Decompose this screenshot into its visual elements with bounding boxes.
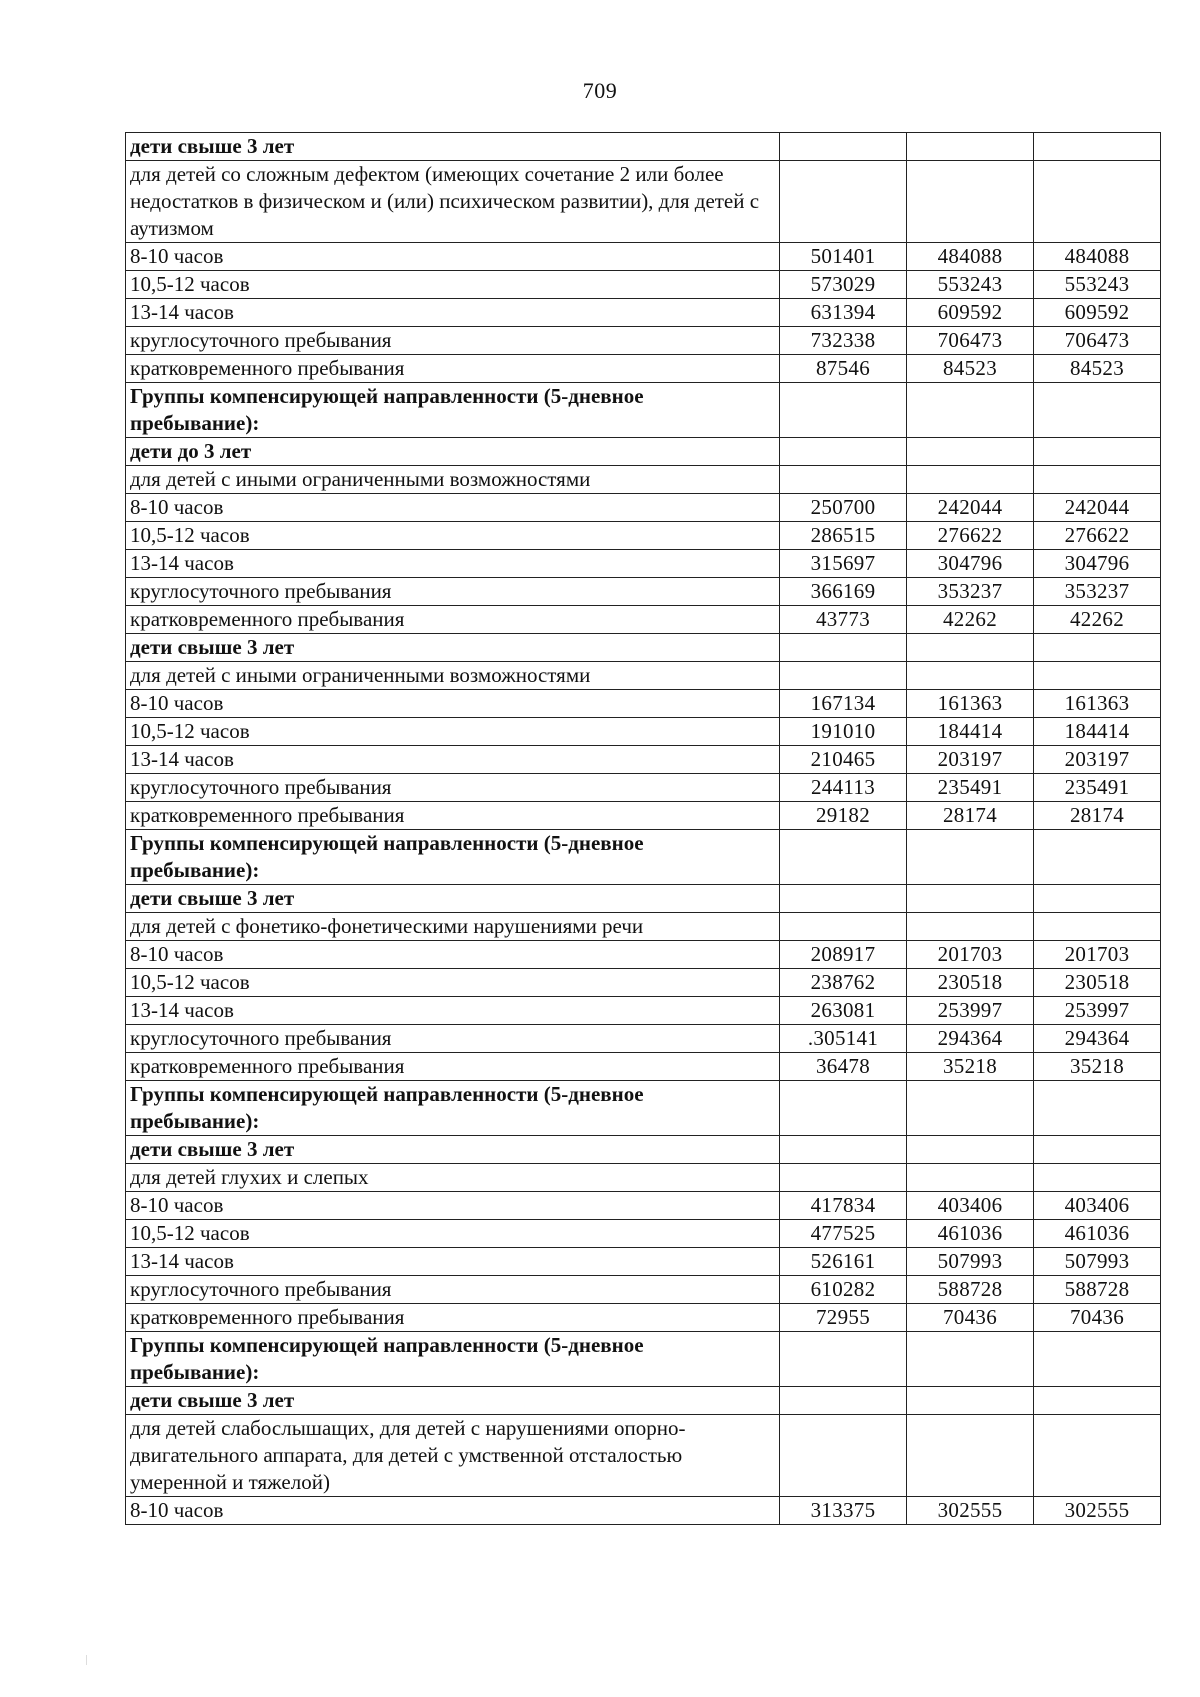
tariff-table bbox=[125, 132, 1161, 1525]
value-cell-col-3: 28174 bbox=[1034, 802, 1161, 830]
table-row bbox=[126, 802, 1161, 830]
row-label-cell: 8-10 часов bbox=[126, 494, 780, 522]
row-label-cell: 10,5-12 часов bbox=[126, 969, 780, 997]
row-label-cell: для детей глухих и слепых bbox=[126, 1164, 780, 1192]
value-cell-col-1 bbox=[780, 1387, 907, 1415]
row-label-cell: круглосуточного пребывания bbox=[126, 327, 780, 355]
value-cell-col-3 bbox=[1034, 1415, 1161, 1497]
value-cell-col-1 bbox=[780, 885, 907, 913]
table-row bbox=[126, 550, 1161, 578]
value-cell-col-2: 70436 bbox=[907, 1304, 1034, 1332]
table-row bbox=[126, 522, 1161, 550]
value-cell-col-2: 35218 bbox=[907, 1053, 1034, 1081]
value-cell-col-1: 315697 bbox=[780, 550, 907, 578]
table-section-row bbox=[126, 1081, 1161, 1136]
value-cell-col-1: 250700 bbox=[780, 494, 907, 522]
value-cell-col-3 bbox=[1034, 383, 1161, 438]
table-row bbox=[126, 941, 1161, 969]
value-cell-col-2 bbox=[907, 133, 1034, 161]
value-cell-col-3: 235491 bbox=[1034, 774, 1161, 802]
value-cell-col-2: 203197 bbox=[907, 746, 1034, 774]
value-cell-col-1 bbox=[780, 466, 907, 494]
value-cell-col-1: 477525 bbox=[780, 1220, 907, 1248]
value-cell-col-2: 553243 bbox=[907, 271, 1034, 299]
value-cell-col-2 bbox=[907, 885, 1034, 913]
value-cell-col-1: 610282 bbox=[780, 1276, 907, 1304]
table-section-row bbox=[126, 830, 1161, 885]
table-row bbox=[126, 494, 1161, 522]
value-cell-col-3 bbox=[1034, 438, 1161, 466]
value-cell-col-3: 70436 bbox=[1034, 1304, 1161, 1332]
value-cell-col-2: 84523 bbox=[907, 355, 1034, 383]
table-row bbox=[126, 1304, 1161, 1332]
value-cell-col-1: 263081 bbox=[780, 997, 907, 1025]
value-cell-col-3: 507993 bbox=[1034, 1248, 1161, 1276]
value-cell-col-3 bbox=[1034, 1081, 1161, 1136]
value-cell-col-2: 403406 bbox=[907, 1192, 1034, 1220]
row-label-cell: дети до 3 лет bbox=[126, 438, 780, 466]
row-label-cell: круглосуточного пребывания bbox=[126, 1025, 780, 1053]
value-cell-col-2: 201703 bbox=[907, 941, 1034, 969]
value-cell-col-1: 573029 bbox=[780, 271, 907, 299]
value-cell-col-1: 366169 bbox=[780, 578, 907, 606]
table-section-row bbox=[126, 133, 1161, 161]
value-cell-col-3: 203197 bbox=[1034, 746, 1161, 774]
row-label-cell: дети свыше 3 лет bbox=[126, 133, 780, 161]
value-cell-col-2 bbox=[907, 913, 1034, 941]
value-cell-col-2 bbox=[907, 438, 1034, 466]
value-cell-col-2 bbox=[907, 1164, 1034, 1192]
row-label-cell: для детей с иными ограниченными возможностями bbox=[126, 466, 780, 494]
value-cell-col-3 bbox=[1034, 1136, 1161, 1164]
table-row bbox=[126, 690, 1161, 718]
value-cell-col-3: 553243 bbox=[1034, 271, 1161, 299]
value-cell-col-2: 304796 bbox=[907, 550, 1034, 578]
table-row bbox=[126, 327, 1161, 355]
table-section-row bbox=[126, 634, 1161, 662]
table-row bbox=[126, 578, 1161, 606]
table-row bbox=[126, 606, 1161, 634]
value-cell-col-2 bbox=[907, 1415, 1034, 1497]
row-label-cell: 10,5-12 часов bbox=[126, 271, 780, 299]
value-cell-col-1 bbox=[780, 1081, 907, 1136]
value-cell-col-3: 588728 bbox=[1034, 1276, 1161, 1304]
value-cell-col-3 bbox=[1034, 1164, 1161, 1192]
value-cell-col-2: 484088 bbox=[907, 243, 1034, 271]
table-row bbox=[126, 355, 1161, 383]
value-cell-col-1: 29182 bbox=[780, 802, 907, 830]
row-label-cell: кратковременного пребывания bbox=[126, 802, 780, 830]
value-cell-col-3: 302555 bbox=[1034, 1497, 1161, 1525]
value-cell-col-1: 501401 bbox=[780, 243, 907, 271]
value-cell-col-3: 242044 bbox=[1034, 494, 1161, 522]
value-cell-col-3: 461036 bbox=[1034, 1220, 1161, 1248]
row-label-cell: 8-10 часов bbox=[126, 690, 780, 718]
value-cell-col-2 bbox=[907, 634, 1034, 662]
value-cell-col-3: 184414 bbox=[1034, 718, 1161, 746]
value-cell-col-1 bbox=[780, 830, 907, 885]
value-cell-col-1: 238762 bbox=[780, 969, 907, 997]
value-cell-col-2 bbox=[907, 1081, 1034, 1136]
value-cell-col-2: 28174 bbox=[907, 802, 1034, 830]
value-cell-col-1 bbox=[780, 1332, 907, 1387]
value-cell-col-1 bbox=[780, 1164, 907, 1192]
row-label-cell: 8-10 часов bbox=[126, 1497, 780, 1525]
table-row bbox=[126, 161, 1161, 243]
value-cell-col-2: 588728 bbox=[907, 1276, 1034, 1304]
row-label-cell: Группы компенсирующей направленности (5-дневное пребывание): bbox=[126, 383, 780, 438]
table-section-row bbox=[126, 885, 1161, 913]
row-label-cell: 13-14 часов bbox=[126, 299, 780, 327]
value-cell-col-2: 609592 bbox=[907, 299, 1034, 327]
row-label-cell: 10,5-12 часов bbox=[126, 1220, 780, 1248]
value-cell-col-1 bbox=[780, 662, 907, 690]
value-cell-col-1: 36478 bbox=[780, 1053, 907, 1081]
value-cell-col-1 bbox=[780, 133, 907, 161]
value-cell-col-1: 732338 bbox=[780, 327, 907, 355]
value-cell-col-2 bbox=[907, 1387, 1034, 1415]
value-cell-col-3: 609592 bbox=[1034, 299, 1161, 327]
row-label-cell: 13-14 часов bbox=[126, 550, 780, 578]
table-row bbox=[126, 746, 1161, 774]
table-row bbox=[126, 718, 1161, 746]
value-cell-col-3: 84523 bbox=[1034, 355, 1161, 383]
value-cell-col-2 bbox=[907, 383, 1034, 438]
table-row bbox=[126, 1276, 1161, 1304]
value-cell-col-3: 403406 bbox=[1034, 1192, 1161, 1220]
value-cell-col-1 bbox=[780, 161, 907, 243]
table-row bbox=[126, 997, 1161, 1025]
value-cell-col-2 bbox=[907, 161, 1034, 243]
value-cell-col-2: 161363 bbox=[907, 690, 1034, 718]
value-cell-col-1 bbox=[780, 1136, 907, 1164]
value-cell-col-3 bbox=[1034, 634, 1161, 662]
value-cell-col-3 bbox=[1034, 913, 1161, 941]
value-cell-col-2 bbox=[907, 662, 1034, 690]
row-label-cell: Группы компенсирующей направленности (5-дневное пребывание): bbox=[126, 830, 780, 885]
value-cell-col-3: 201703 bbox=[1034, 941, 1161, 969]
table-section-row bbox=[126, 383, 1161, 438]
value-cell-col-3: 230518 bbox=[1034, 969, 1161, 997]
value-cell-col-3: 42262 bbox=[1034, 606, 1161, 634]
value-cell-col-2 bbox=[907, 466, 1034, 494]
value-cell-col-3: 35218 bbox=[1034, 1053, 1161, 1081]
table-row bbox=[126, 1164, 1161, 1192]
row-label-cell: 13-14 часов bbox=[126, 746, 780, 774]
value-cell-col-2 bbox=[907, 1332, 1034, 1387]
value-cell-col-1 bbox=[780, 634, 907, 662]
row-label-cell: кратковременного пребывания bbox=[126, 606, 780, 634]
value-cell-col-1: 526161 bbox=[780, 1248, 907, 1276]
row-label-cell: для детей со сложным дефектом (имеющих сочетание 2 или более недостатков в физическом и (или) психическом развитии), для детей с аутизмом bbox=[126, 161, 780, 243]
value-cell-col-2: 230518 bbox=[907, 969, 1034, 997]
value-cell-col-3 bbox=[1034, 1332, 1161, 1387]
value-cell-col-2: 253997 bbox=[907, 997, 1034, 1025]
value-cell-col-3 bbox=[1034, 1387, 1161, 1415]
table-row bbox=[126, 662, 1161, 690]
value-cell-col-1: 72955 bbox=[780, 1304, 907, 1332]
value-cell-col-3 bbox=[1034, 161, 1161, 243]
value-cell-col-3 bbox=[1034, 466, 1161, 494]
row-label-cell: кратковременного пребывания bbox=[126, 1053, 780, 1081]
row-label-cell: 13-14 часов bbox=[126, 1248, 780, 1276]
tariff-table-body bbox=[126, 133, 1161, 1525]
value-cell-col-3 bbox=[1034, 885, 1161, 913]
row-label-cell: для детей с иными ограниченными возможностями bbox=[126, 662, 780, 690]
value-cell-col-1 bbox=[780, 913, 907, 941]
row-label-cell: кратковременного пребывания bbox=[126, 355, 780, 383]
row-label-cell: для детей слабослышащих, для детей с нарушениями опорно-двигательного аппарата, для детей с умственной отсталостью умеренной и тяжелой) bbox=[126, 1415, 780, 1497]
row-label-cell: дети свыше 3 лет bbox=[126, 1136, 780, 1164]
value-cell-col-2 bbox=[907, 1136, 1034, 1164]
value-cell-col-1: 208917 bbox=[780, 941, 907, 969]
value-cell-col-3: 161363 bbox=[1034, 690, 1161, 718]
value-cell-col-2: 42262 bbox=[907, 606, 1034, 634]
value-cell-col-2: 184414 bbox=[907, 718, 1034, 746]
row-label-cell: 13-14 часов bbox=[126, 997, 780, 1025]
row-label-cell: круглосуточного пребывания bbox=[126, 1276, 780, 1304]
value-cell-col-1: 417834 bbox=[780, 1192, 907, 1220]
value-cell-col-2: 507993 bbox=[907, 1248, 1034, 1276]
value-cell-col-3: 353237 bbox=[1034, 578, 1161, 606]
row-label-cell: дети свыше 3 лет bbox=[126, 634, 780, 662]
value-cell-col-1: 210465 bbox=[780, 746, 907, 774]
value-cell-col-1: 43773 bbox=[780, 606, 907, 634]
value-cell-col-1: 87546 bbox=[780, 355, 907, 383]
value-cell-col-2: 276622 bbox=[907, 522, 1034, 550]
value-cell-col-3: 706473 bbox=[1034, 327, 1161, 355]
value-cell-col-1 bbox=[780, 383, 907, 438]
row-label-cell: дети свыше 3 лет bbox=[126, 1387, 780, 1415]
value-cell-col-1 bbox=[780, 438, 907, 466]
table-row bbox=[126, 1497, 1161, 1525]
value-cell-col-2: 461036 bbox=[907, 1220, 1034, 1248]
value-cell-col-2: 294364 bbox=[907, 1025, 1034, 1053]
value-cell-col-1: 244113 bbox=[780, 774, 907, 802]
value-cell-col-3: 276622 bbox=[1034, 522, 1161, 550]
table-section-row bbox=[126, 1387, 1161, 1415]
row-label-cell: 10,5-12 часов bbox=[126, 718, 780, 746]
row-label-cell: круглосуточного пребывания bbox=[126, 578, 780, 606]
table-section-row bbox=[126, 438, 1161, 466]
row-label-cell: 10,5-12 часов bbox=[126, 522, 780, 550]
value-cell-col-1: .305141 bbox=[780, 1025, 907, 1053]
table-row bbox=[126, 913, 1161, 941]
value-cell-col-2: 706473 bbox=[907, 327, 1034, 355]
value-cell-col-1: 191010 bbox=[780, 718, 907, 746]
row-label-cell: дети свыше 3 лет bbox=[126, 885, 780, 913]
value-cell-col-1: 313375 bbox=[780, 1497, 907, 1525]
value-cell-col-1: 167134 bbox=[780, 690, 907, 718]
value-cell-col-2 bbox=[907, 830, 1034, 885]
table-row bbox=[126, 774, 1161, 802]
table-row bbox=[126, 299, 1161, 327]
table-section-row bbox=[126, 1136, 1161, 1164]
value-cell-col-3 bbox=[1034, 133, 1161, 161]
table-row bbox=[126, 243, 1161, 271]
table-row bbox=[126, 969, 1161, 997]
table-row bbox=[126, 271, 1161, 299]
row-label-cell: 8-10 часов bbox=[126, 1192, 780, 1220]
table-row bbox=[126, 1220, 1161, 1248]
value-cell-col-2: 235491 bbox=[907, 774, 1034, 802]
row-label-cell: Группы компенсирующей направленности (5-дневное пребывание): bbox=[126, 1081, 780, 1136]
value-cell-col-1 bbox=[780, 1415, 907, 1497]
value-cell-col-3 bbox=[1034, 830, 1161, 885]
row-label-cell: для детей с фонетико-фонетическими нарушениями речи bbox=[126, 913, 780, 941]
table-row bbox=[126, 1053, 1161, 1081]
table-row bbox=[126, 1025, 1161, 1053]
page-number: 709 bbox=[582, 78, 618, 103]
value-cell-col-2: 242044 bbox=[907, 494, 1034, 522]
value-cell-col-3: 294364 bbox=[1034, 1025, 1161, 1053]
value-cell-col-3: 253997 bbox=[1034, 997, 1161, 1025]
row-label-cell: Группы компенсирующей направленности (5-дневное пребывание): bbox=[126, 1332, 780, 1387]
value-cell-col-1: 286515 bbox=[780, 522, 907, 550]
row-label-cell: 8-10 часов bbox=[126, 243, 780, 271]
value-cell-col-1: 631394 bbox=[780, 299, 907, 327]
scan-mark bbox=[86, 1655, 90, 1665]
value-cell-col-2: 353237 bbox=[907, 578, 1034, 606]
value-cell-col-3 bbox=[1034, 662, 1161, 690]
table-row bbox=[126, 1415, 1161, 1497]
value-cell-col-2: 302555 bbox=[907, 1497, 1034, 1525]
value-cell-col-3: 304796 bbox=[1034, 550, 1161, 578]
row-label-cell: 8-10 часов bbox=[126, 941, 780, 969]
row-label-cell: кратковременного пребывания bbox=[126, 1304, 780, 1332]
table-section-row bbox=[126, 1332, 1161, 1387]
table-row bbox=[126, 1248, 1161, 1276]
table-row bbox=[126, 1192, 1161, 1220]
table-row bbox=[126, 466, 1161, 494]
value-cell-col-3: 484088 bbox=[1034, 243, 1161, 271]
row-label-cell: круглосуточного пребывания bbox=[126, 774, 780, 802]
